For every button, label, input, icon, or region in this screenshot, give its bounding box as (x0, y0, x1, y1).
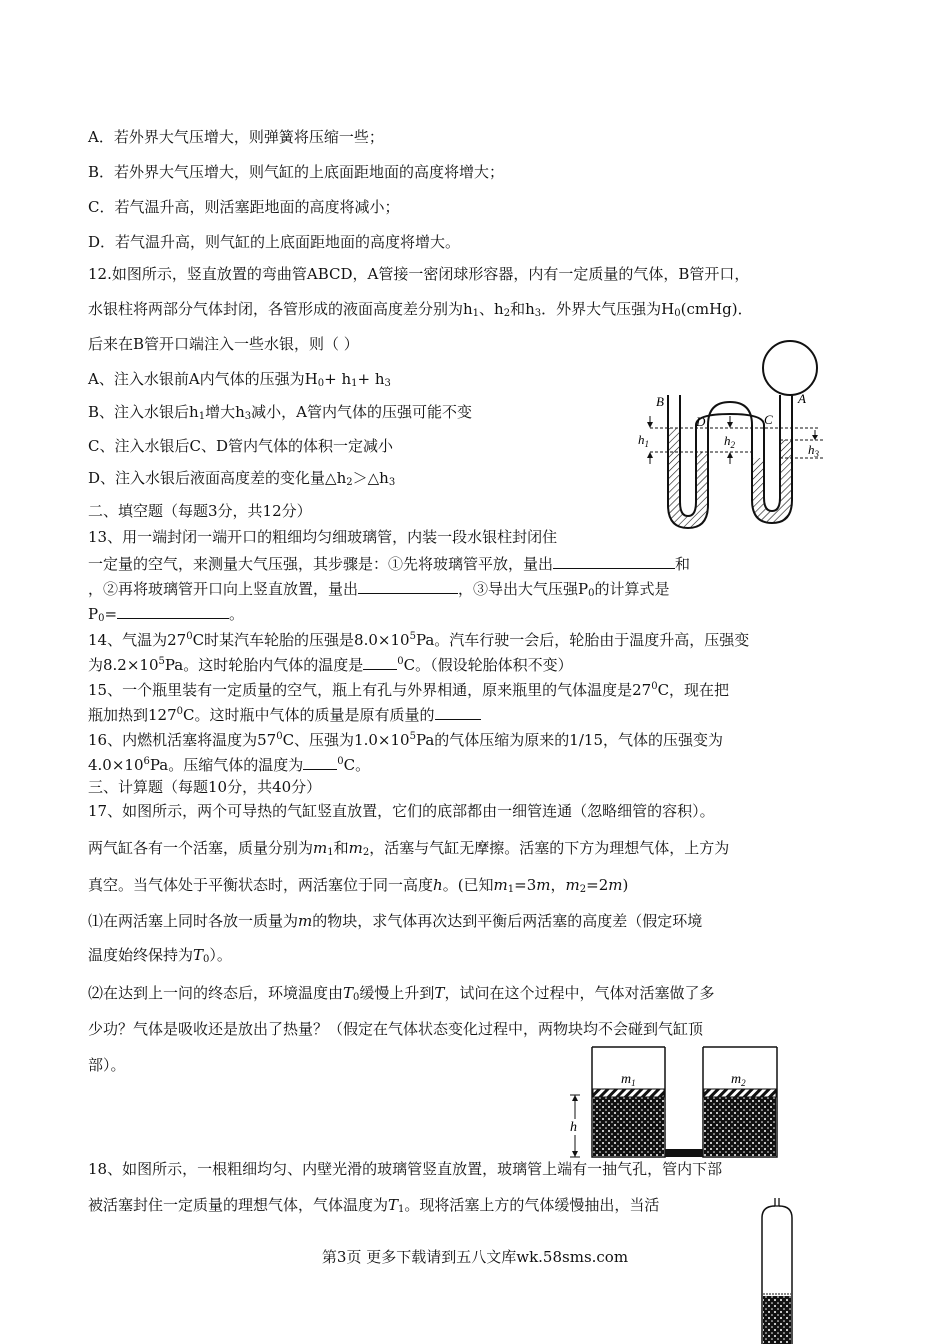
section2-heading: 二、填空题（每题3分，共12分） (88, 502, 312, 520)
label-a: A (798, 391, 806, 406)
q17-cylinders-figure (565, 1045, 780, 1165)
q13-line4: $P_0=$ 。 (88, 602, 244, 629)
q12-option-a: A、注入水银前A内气体的压强为$H_0+ h_1+ h_3$ (88, 370, 391, 389)
q12-stem-line2: 水银柱将两部分气体封闭，各管形成的液面高度差分别为$h_1$、$h_2$和$h_3$．外界大气压强为$H_0(cmHg)$． (88, 300, 753, 319)
q17-line4: ⑴在两活塞上同时各放一质量为m的物块，求气体再次达到平衡后两活塞的高度差（假定环境 (88, 912, 703, 930)
q17-line7: 少功？气体是吸收还是放出了热量？（假定在气体状态变化过程中，两物块均不会碰到气缸顶 (88, 1020, 704, 1038)
q17-line6: ⑵在达到上一问的终态后，环境温度由$T_0$缓慢上升到T，试问在这个过程中，气体对活塞做了多 (88, 984, 715, 1003)
label-d: D (696, 414, 706, 429)
q16-line1: 16、内燃机活塞将温度为$57^0C$、压强为$1.0\times 10^5Pa$的气体压缩为原来的1/15，气体的压强变为 (88, 731, 723, 749)
label-h3: $h_3$ (808, 442, 819, 459)
q11-option-a: A．若外界大气压增大，则弹簧将压缩一些； (88, 128, 384, 146)
q12-u-tube-figure (630, 340, 840, 540)
q13-line1: 13、用一端封闭一端开口的粗细均匀细玻璃管，内装一段水银柱封闭住 (88, 528, 558, 546)
label-m1: $m_1$ (621, 1072, 636, 1088)
q15-line2: 瓶加热到$127^0C$。这时瓶中气体的质量是原有质量的 (88, 702, 481, 725)
q11-option-c: C．若气温升高，则活塞距地面的高度将减小； (88, 198, 400, 216)
label-m2: $m_2$ (731, 1072, 746, 1088)
q17-line2: 两气缸各有一个活塞，质量分别为$m_1$和$m_2$，活塞与气缸无摩擦。活塞的下方为理想气体，上方为 (88, 839, 730, 858)
q17-line5: 温度始终保持为$T_0$）。 (88, 946, 232, 965)
q16-line2: $4.0\times 10^6Pa$。压缩气体的温度为 $^0$C。 (88, 752, 370, 775)
page-footer: 第3页 更多下载请到五八文库wk.58sms.com (321, 1248, 629, 1266)
q18-line2: 被活塞封住一定质量的理想气体，气体温度为$T_1$。现将活塞上方的气体缓慢抽出，当活 (88, 1196, 660, 1215)
label-b: B (656, 394, 664, 409)
label-h2: $h_2$ (724, 433, 735, 450)
q17-line3: 真空。当气体处于平衡状态时，两活塞位于同一高度h。(已知$m_1=3m$，$m_2=2m$) (88, 876, 629, 895)
q17-line1: 17、如图所示，两个可导热的气缸竖直放置，它们的底部都由一细管连通（忽略细管的容积）。 (88, 802, 715, 820)
section3-heading: 三、计算题（每题10分，共40分） (88, 778, 322, 796)
q18-tube-figure (755, 1196, 800, 1344)
label-h: h (570, 1120, 577, 1135)
q11-option-d: D．若气温升高，则气缸的上底面距地面的高度将增大。 (88, 233, 461, 251)
q18-line1: 18、如图所示，一根粗细均匀、内壁光滑的玻璃管竖直放置，玻璃管上端有一抽气孔，管内下部 (88, 1160, 723, 1178)
label-h1: $h_1$ (638, 432, 649, 449)
q12-option-b: B、注入水银后$h_1$增大$h_3$减小，A管内气体的压强可能不变 (88, 403, 472, 422)
q17-line8: 部）。 (88, 1056, 126, 1074)
label-c: C (764, 412, 773, 427)
q12-stem-line1: 12.如图所示，竖直放置的弯曲管ABCD，A管接一密闭球形容器，内有一定质量的气体，B管开口， (88, 265, 750, 283)
q11-option-b: B．若外界大气压增大，则气缸的上底面距地面的高度将增大； (88, 163, 505, 181)
q12-option-c: C、注入水银后C、D管内气体的体积一定减小 (88, 437, 393, 455)
q14-line1: 14、气温为$27^0C$时某汽车轮胎的压强是$8.0\times 10^5Pa$。汽车行驶一会后，轮胎由于温度升高，压强变 (88, 631, 750, 649)
q15-line1: 15、一个瓶里装有一定质量的空气，瓶上有孔与外界相通，原来瓶里的气体温度是$27^0C$，现在把 (88, 681, 730, 699)
q12-stem-line3: 后来在B管开口端注入一些水银，则（ ） (88, 335, 359, 353)
q13-line3: ，②再将玻璃管开口向上竖直放置，量出 ，③导出大气压强$P_0$的计算式是 (88, 577, 670, 604)
q14-line2: 为$8.2\times 10^5Pa$。这时轮胎内气体的温度是 $^0$C。（假设轮胎体积不变） (88, 652, 573, 675)
q13-line2: 一定量的空气，来测量大气压强，其步骤是：①先将玻璃管平放，量出 和 (88, 552, 690, 574)
q12-option-d: D、注入水银后液面高度差的变化量$\triangle h_2>\triangle h_3$ (88, 469, 396, 488)
